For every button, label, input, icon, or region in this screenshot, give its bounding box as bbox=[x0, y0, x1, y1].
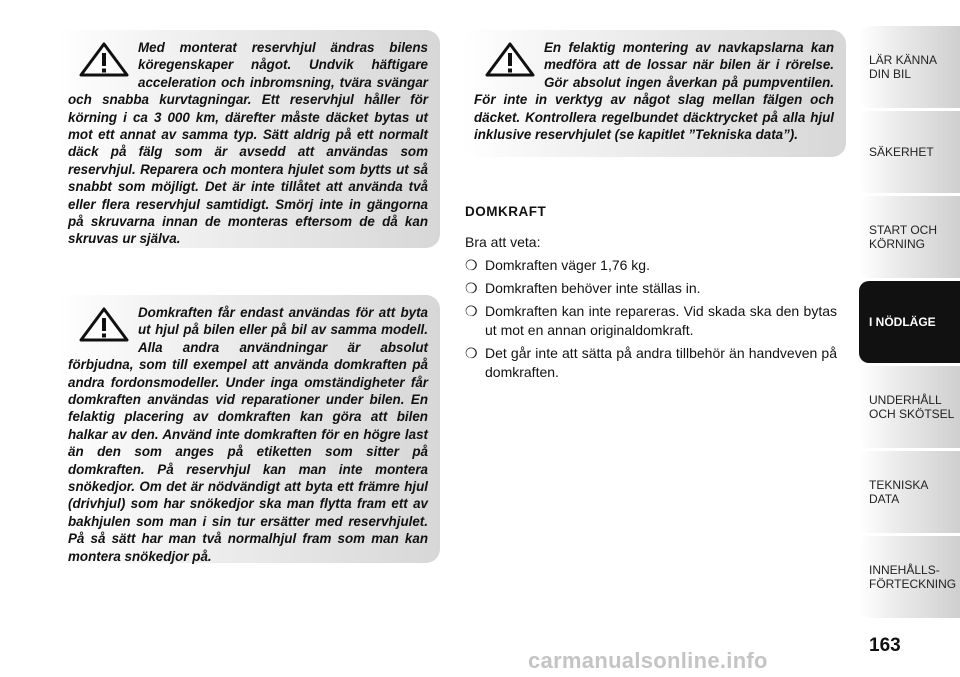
jack-facts-list bbox=[465, 256, 837, 382]
section-title: DOMKRAFT bbox=[465, 204, 547, 219]
page-number: 163 bbox=[869, 635, 901, 656]
bullet-icon: ❍ bbox=[465, 303, 478, 319]
tab-tekniska-data[interactable]: TEKNISKA DATA bbox=[859, 451, 960, 533]
section-intro: Bra att veta: bbox=[465, 234, 541, 250]
list-item: ❍ Domkraften väger 1,76 kg. bbox=[465, 257, 650, 273]
warning-triangle-icon bbox=[78, 41, 130, 77]
bullet-icon: ❍ bbox=[465, 345, 478, 361]
warning-triangle-icon bbox=[78, 306, 130, 342]
list-item: ❍ Det går inte att sätta på andra tillbehör än handveven på domkraften. bbox=[465, 345, 837, 380]
warning-text-reserve-wheel: Med monterat reservhjul ändras bilens köregenskaper något. Undvik häftigare acceleration och inbromsning, tvära svängar och snabba kurvtagningar. Ett reservhjul håller för körning i ca 3 000 km, därefter måste däcket bytas ut mot ett annat av samma typ. Sätt aldrig på ett normalt däck på fälg som är avsedd att användas som reservhjul. Reparera och montera hjulet som bytts ut så snabbt som möjligt. Det är inte tillåtet att använda två eller flera reservhjul samtidigt. Smörj inte in gängorna på skruvarna innan de monteras eftersom de då kan skruvas ur själva. bbox=[68, 40, 428, 247]
warning-text-jack-use: Domkraften får endast användas för att byta ut hjul på bilen eller på bil av samma modell. Alla andra användningar är absolut förbjudna, som till exempel att använda domkraften på andra fordonsmodeller. Under inga omständigheter får domkraften användas vid reparationer under bilen. En felaktig placering av domkraften kan göra att bilen halkar av den. Använd inte domkraften för en högre last än den som anges på etiketten som sitter på domkraften. På reservhjul kan man inte montera snökedjor. Om det är nödvändigt att byta ett främre hjul (drivhjul) som har snökedjor ska man flytta fram ett av bakhjulen som man i sin tur ersätter med reservhjulet. På så sätt har man två normalhjul fram som man kan montera snökedjor på. bbox=[68, 305, 428, 564]
warning-triangle-icon bbox=[484, 41, 536, 77]
bullet-icon: ❍ bbox=[465, 280, 478, 296]
jack-section bbox=[465, 202, 837, 386]
tab-start-och-korning[interactable]: START OCH KÖRNING bbox=[859, 196, 960, 278]
tab-sakerhet[interactable]: SÄKERHET bbox=[859, 111, 960, 193]
list-item: ❍ Domkraften kan inte repareras. Vid skada ska den bytas ut mot en annan originaldomkraft. bbox=[465, 303, 837, 338]
tab-lar-kanna-din-bil[interactable]: LÄR KÄNNA DIN BIL bbox=[859, 26, 960, 108]
tab-innehallsforteckning[interactable]: INNEHÅLLS- FÖRTECKNING bbox=[859, 536, 960, 618]
list-item: ❍ Domkraften behöver inte ställas in. bbox=[465, 280, 701, 296]
warning-box-hubcaps bbox=[462, 30, 846, 157]
warning-box-reserve-wheel bbox=[56, 30, 440, 248]
tab-i-nodlage[interactable]: I NÖDLÄGE bbox=[859, 281, 960, 363]
bullet-icon: ❍ bbox=[465, 257, 478, 273]
warning-text-hubcaps: En felaktig montering av navkapslarna kan medföra att de lossar när bilen är i rörelse. Gör absolut ingen åverkan på pumpventilen. För inte in verktyg av något slag mellan fälgen och däcket. Kontrollera regelbundet däcktrycket på alla hjul inklusive reservhjulet (se kapitlet ”Tekniska data”). bbox=[474, 40, 834, 143]
warning-box-jack-use bbox=[56, 295, 440, 563]
watermark: carmanualsonline.info bbox=[528, 648, 768, 673]
chapter-tabs bbox=[859, 26, 960, 621]
tab-underhall-och-skotsel[interactable]: UNDERHÅLL OCH SKÖTSEL bbox=[859, 366, 960, 448]
